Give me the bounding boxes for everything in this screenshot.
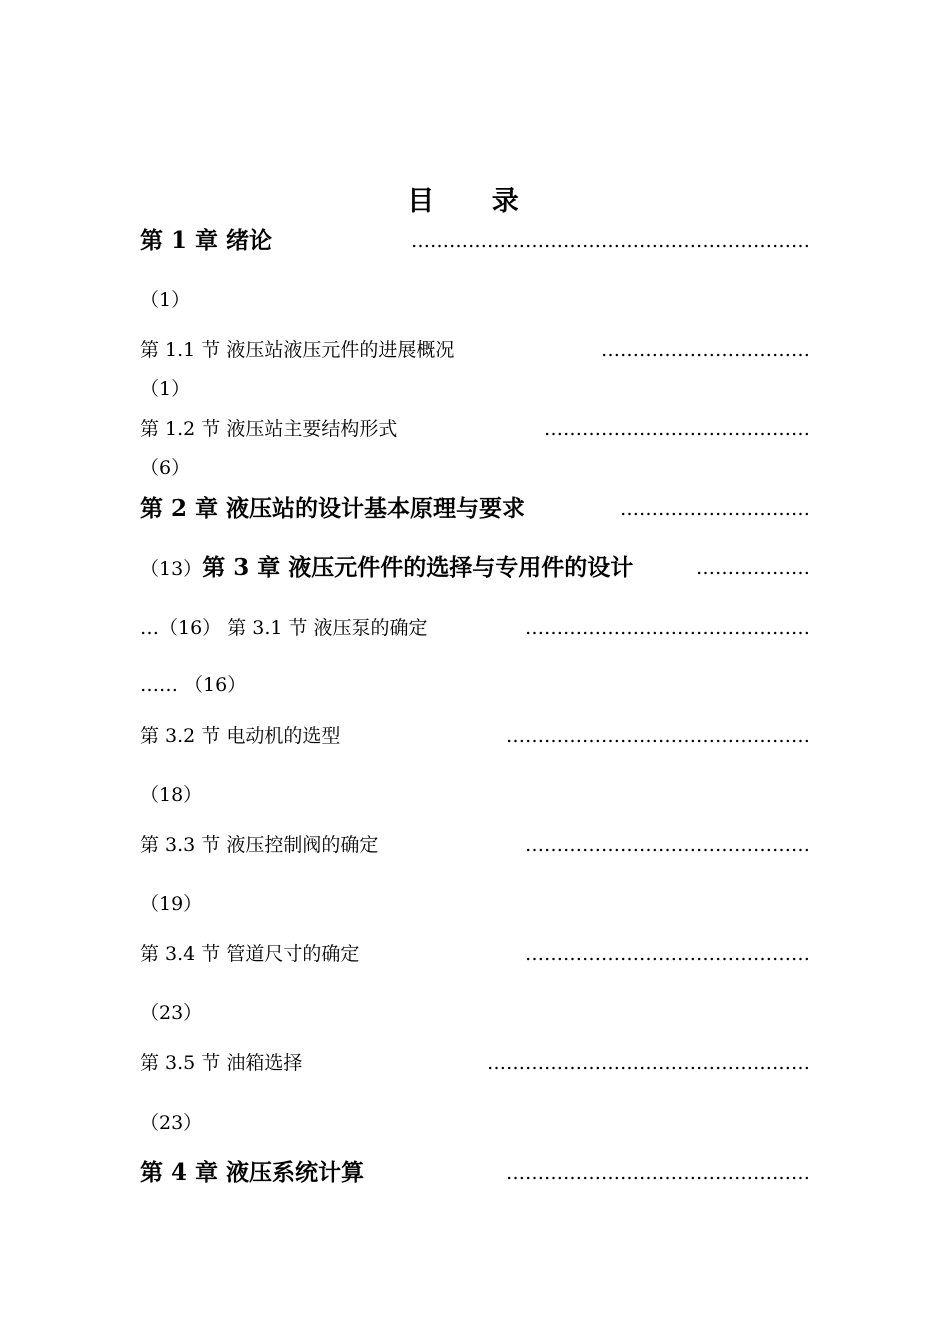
toc-leader-dots: ……………………………: [601, 339, 810, 361]
toc-entry-label: 第 3.2 节 电动机的选型: [140, 725, 341, 747]
toc-entry-ch4: [140, 1156, 810, 1190]
toc-entry-label: 第 3.3 节 液压控制阀的确定: [140, 834, 379, 856]
toc-entry-3-1: [140, 611, 810, 645]
toc-leader-dots: ………………: [696, 557, 810, 579]
toc-page-label: …… （16）: [140, 674, 247, 696]
toc-entry-1-1: [140, 333, 810, 367]
toc-page-label: （23）: [140, 1002, 203, 1024]
toc-page-number: [140, 451, 810, 485]
toc-entry-3-4: [140, 937, 810, 971]
toc-entry-label: 第 4 章 液压系统计算: [140, 1159, 365, 1186]
toc-title: 目 录: [407, 186, 543, 217]
toc-page-label: （19）: [140, 893, 203, 915]
toc-page-number: [140, 1106, 810, 1140]
toc-page-number: [140, 996, 810, 1030]
toc-page-label: （1）: [140, 378, 191, 400]
toc-page-number: [140, 887, 810, 921]
toc-page-number: [140, 372, 810, 406]
toc-page-number: [140, 778, 810, 812]
toc-entry-label: 第 2 章 液压站的设计基本原理与要求: [140, 495, 526, 522]
toc-leader-dots: …………………………: [620, 498, 810, 520]
toc-page-label: （13）: [140, 558, 203, 580]
toc-entry-label: 第 3.5 节 油箱选择: [140, 1052, 303, 1074]
toc-page-label: （1）: [140, 289, 191, 311]
toc-leader-dots: …………………………………………: [506, 1162, 810, 1184]
toc-leader-dots: ………………………………………: [525, 834, 810, 856]
toc-leader-dots: ……………………………………………: [487, 1052, 810, 1074]
toc-page-label: （6）: [140, 457, 191, 479]
toc-page-label: （18）: [140, 784, 203, 806]
toc-page-label: （23）: [140, 1112, 203, 1134]
toc-entry-label: 第 3 章 液压元件件的选择与专用件的设计: [202, 554, 634, 581]
toc-entry-ch3: [140, 551, 810, 585]
toc-leader-dots: ……………………………………: [544, 418, 810, 440]
toc-entry-label: 第 1.2 节 液压站主要结构形式: [140, 418, 398, 440]
toc-entry-3-2: [140, 719, 810, 753]
toc-entry-ch2: [140, 492, 810, 526]
toc-entry-label: 第 3.4 节 管道尺寸的确定: [140, 943, 360, 965]
toc-entry-label: …（16） 第 3.1 节 液压泵的确定: [140, 617, 428, 639]
toc-entry-label: 第 1.1 节 液压站液压元件的进展概况: [140, 339, 455, 361]
toc-entry-1-2: [140, 412, 810, 446]
toc-leader-dots: …………………………………………: [506, 725, 810, 747]
toc-entry-3-5: [140, 1046, 810, 1080]
toc-page-number: [140, 283, 810, 317]
toc-entry-ch1: [140, 224, 810, 258]
toc-entry-label: 第 1 章 绪论: [140, 227, 273, 254]
toc-leader-dots: ………………………………………: [525, 617, 810, 639]
toc-leader-dots: ………………………………………………………: [411, 230, 810, 252]
toc-leader-dots: ………………………………………: [525, 943, 810, 965]
toc-entry-3-3: [140, 828, 810, 862]
toc-page-number: [140, 668, 810, 702]
